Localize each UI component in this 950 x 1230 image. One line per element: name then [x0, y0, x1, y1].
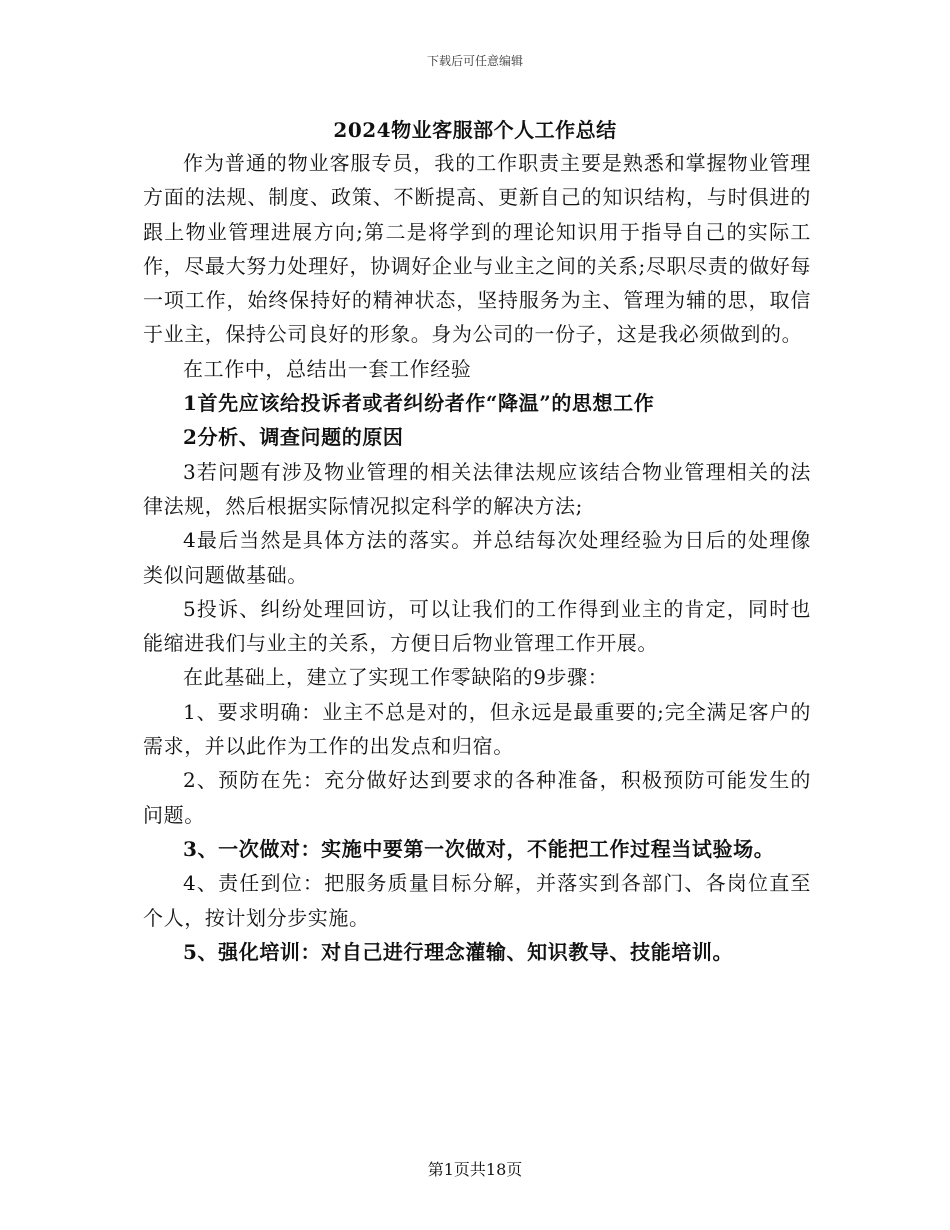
paragraph-intro: 作为普通的物业客服专员，我的工作职责主要是熟悉和掌握物业管理方面的法规、制度、政策、不断提高、更新自己的知识结构，与时俱进的跟上物业管理进展方向;第二是将学到的理论知识用于指导自己的实际工作，尽最大努力处理好，协调好企业与业主之间的关系;尽职尽责的做好每一项工作，始终保持好的精神状态，坚持服务为主、管理为辅的思，取信于业主，保持公司良好的形象。身为公司的一份子，这是我必须做到的。	[143, 151, 811, 347]
paragraph-nine-step-3: 3、一次做对：实施中要第一次做对，不能把工作过程当试验场。	[183, 836, 775, 861]
paragraph-step-1: 1首先应该给投诉者或者纠纷者作“降温”的思想工作	[183, 391, 655, 416]
paragraph-step-4: 4最后当然是具体方法的落实。并总结每次处理经验为日后的处理像类似问题做基础。	[143, 528, 811, 587]
page-header: 下载后可任意编辑	[426, 54, 523, 68]
paragraph-nine-steps-intro: 在此基础上，建立了实现工作零缺陷的9步骤：	[183, 665, 609, 690]
document-body	[143, 146, 811, 969]
paragraph-nine-step-1: 1、要求明确：业主不总是对的，但永远是最重要的;完全满足客户的需求，并以此作为工作的出发点和归宿。	[143, 699, 811, 759]
paragraph-nine-step-2: 2、预防在先：充分做好达到要求的各种准备，积极预防可能发生的问题。	[143, 768, 811, 827]
paragraph-nine-step-4: 4、责任到位：把服务质量目标分解，并落实到各部门、各岗位直至个人，按计划分步实施。	[143, 871, 811, 930]
paragraph-step-2: 2分析、调查问题的原因	[183, 425, 404, 450]
page-footer: 第1页共18页	[427, 1160, 523, 1179]
document-title: 2024物业客服部个人工作总结	[333, 118, 617, 142]
paragraph-nine-step-5: 5、强化培训：对自己进行理念灌输、知识教导、技能培训。	[183, 939, 734, 964]
paragraph-experience-intro: 在工作中，总结出一套工作经验	[183, 356, 472, 381]
paragraph-step-5: 5投诉、纠纷处理回访，可以让我们的工作得到业主的肯定，同时也能缩进我们与业主的关系，方便日后物业管理工作开展。	[143, 596, 811, 656]
paragraph-step-3: 3若问题有涉及物业管理的相关法律法规应该结合物业管理相关的法律法规，然后根据实际情况拟定科学的解决方法;	[143, 459, 811, 518]
